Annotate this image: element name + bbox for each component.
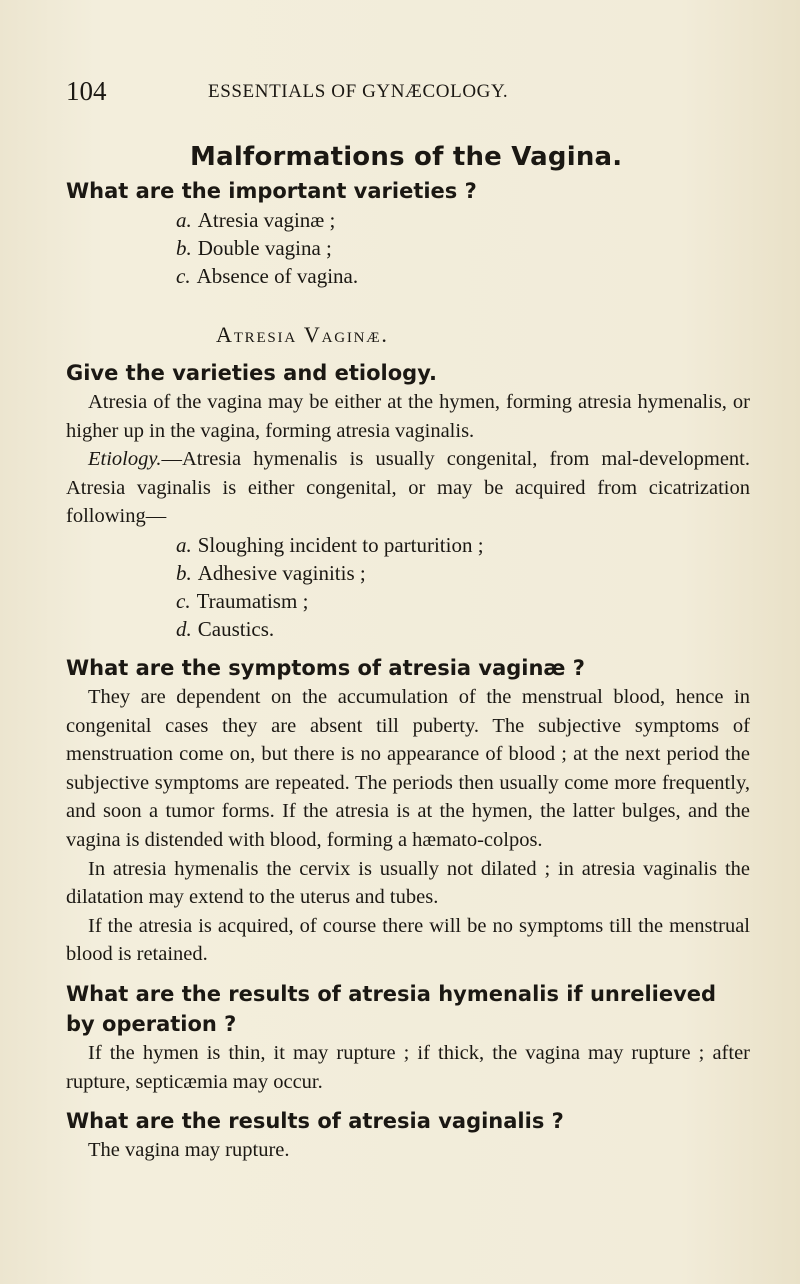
paragraph: The vagina may rupture. (88, 1139, 290, 1162)
paragraph (66, 445, 750, 531)
etiology-text: —Atresia hymenalis is usually congenital, from mal-development. Atresia vaginalis is either congenital, or may be acquired from cicatrization following— (66, 448, 750, 528)
paragraph: If the hymen is thin, it may rupture ; if thick, the vagina may rupture ; after rupture, septicæmia may occur. (66, 1041, 750, 1093)
list-item-text: Sloughing incident to parturition ; (197, 532, 484, 557)
varieties-list (66, 206, 750, 290)
list-item-text: Caustics. (197, 616, 275, 641)
list-item (66, 559, 750, 587)
paragraph: They are dependent on the accumulation of the menstrual blood, hence in congenital cases they are absent till puberty. The subjective symptoms of menstruation come on, but there is no appearance of blood ; at the next period the subjective symptoms are repeated. The periods then usually come more frequently, and soon a tumor forms. If the atresia is at the hymen, the latter bulges, and the vagina is distended with blood, forming a hæmato-colpos. (66, 685, 750, 851)
page-number: 104 (66, 76, 107, 106)
list-item (66, 587, 750, 615)
list-item (66, 531, 750, 559)
question-etiology: Give the varieties and etiology. (66, 361, 437, 385)
paragraph: If the atresia is acquired, of course there will be no symptoms till the menstrual blood is retained. (66, 914, 750, 966)
running-head: ESSENTIALS OF GYNÆCOLOGY. (208, 81, 509, 102)
list-item-text: Adhesive vaginitis ; (197, 560, 366, 585)
spacer (66, 1096, 750, 1106)
list-item (66, 615, 750, 643)
list-item (66, 234, 750, 262)
list-marker: c. (176, 588, 191, 613)
spacer (66, 969, 750, 979)
question-results-hymenalis (66, 979, 750, 1039)
list-item-text: Atresia vaginæ ; (197, 208, 336, 232)
list-marker: c. (176, 264, 191, 288)
causes-list (66, 531, 750, 643)
question-results-vaginalis: What are the results of atresia vaginalis ? (66, 1109, 564, 1134)
list-item-text: Absence of vagina. (196, 264, 359, 288)
spacer (66, 643, 750, 653)
etiology-label: Etiology. (88, 448, 162, 471)
list-marker: b. (176, 236, 192, 260)
list-marker: a. (176, 208, 192, 232)
question-text: What are the results of atresia hymenalis if unrelieved by operation ? (66, 981, 717, 1036)
question-symptoms: What are the symptoms of atresia vaginæ ? (66, 655, 585, 680)
paragraph: In atresia hymenalis the cervix is usually not dilated ; in atresia vaginalis the dilatation may extend to the uterus and tubes. (66, 857, 750, 909)
page-content (66, 138, 750, 1165)
list-item-text: Traumatism ; (196, 588, 309, 613)
list-marker: a. (176, 532, 192, 557)
question-varieties: What are the important varieties ? (66, 179, 477, 203)
list-item (66, 206, 750, 234)
page-header (66, 76, 746, 106)
list-item-text: Double vagina ; (197, 236, 332, 260)
list-marker: d. (176, 616, 192, 641)
page-title: Malformations of the Vagina. (190, 142, 623, 172)
list-marker: b. (176, 560, 192, 585)
section-heading: Atresia Vaginæ. (216, 322, 389, 347)
list-item (66, 262, 750, 290)
paragraph: Atresia of the vagina may be either at the hymen, forming atresia hymenalis, or higher up in the vagina, forming atresia vaginalis. (66, 391, 750, 442)
